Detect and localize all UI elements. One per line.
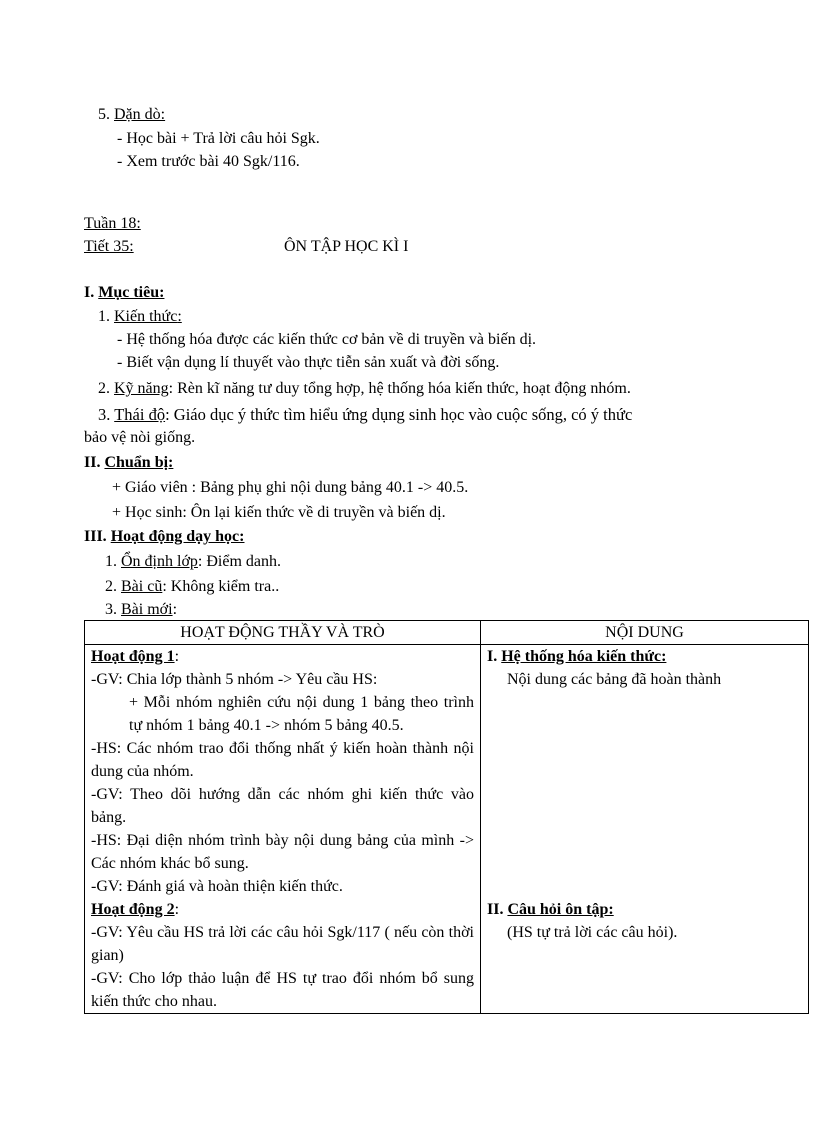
activities-number: III. xyxy=(84,528,107,545)
content1-heading xyxy=(487,645,802,668)
activity-line: -GV: Yêu cầu HS trả lời các câu hỏi Sgk/117 ( nếu còn thời gian) xyxy=(91,924,474,964)
step-label: Ổn định lớp xyxy=(121,553,198,570)
attitude-label: Thái độ xyxy=(114,405,166,424)
activity1-title: Hoạt động 1 xyxy=(91,648,175,665)
step-old-lesson xyxy=(105,575,279,598)
preparation-heading xyxy=(84,451,173,474)
header-activities: HOẠT ĐỘNG THẦY VÀ TRÒ xyxy=(85,621,481,645)
table-row xyxy=(85,645,809,1014)
preparation-number: II. xyxy=(84,454,101,471)
skills-label: Kỹ năng xyxy=(114,380,169,397)
preparation-teacher: + Giáo viên : Bảng phụ ghi nội dung bảng 40.1 -> 40.5. xyxy=(112,479,469,496)
knowledge-item: - Hệ thống hóa được các kiến thức cơ bản về di truyền và biến dị. xyxy=(117,331,537,348)
period-label: Tiết 35: xyxy=(84,238,134,255)
step-text: : Không kiểm tra.. xyxy=(162,578,280,595)
content2-heading xyxy=(487,898,802,921)
homework-item: - Học bài + Trả lời câu hỏi Sgk. xyxy=(117,130,320,147)
activity-line: -GV: Cho lớp thảo luận để HS tự trao đổi nhóm bổ sung kiến thức cho nhau. xyxy=(91,970,474,1010)
content1-number: I. xyxy=(487,648,498,665)
attitude-line xyxy=(98,403,632,426)
skills-number: 2. xyxy=(98,380,110,397)
step-number: 3. xyxy=(105,601,117,618)
knowledge-number: 1. xyxy=(98,308,110,325)
week-label: Tuần 18: xyxy=(84,215,141,232)
lesson-table xyxy=(84,620,809,1014)
step-number: 2. xyxy=(105,578,117,595)
homework-number: 5. xyxy=(98,106,110,123)
content2-title: Câu hỏi ôn tập: xyxy=(507,901,614,918)
step-label: Bài mới xyxy=(121,601,173,618)
activity-line: -GV: Theo dõi hướng dẫn các nhóm ghi kiến thức vào bảng. xyxy=(91,786,474,826)
activities-title: Hoạt động dạy học: xyxy=(110,528,245,545)
activity-line: -GV: Chia lớp thành 5 nhóm -> Yêu cầu HS: xyxy=(91,671,378,688)
activity-line: -HS: Các nhóm trao đổi thống nhất ý kiến hoàn thành nội dung của nhóm. xyxy=(91,740,474,780)
skills-text: : Rèn kĩ năng tư duy tổng hợp, hệ thống hóa kiến thức, hoạt động nhóm. xyxy=(168,380,631,397)
activity2-title: Hoạt động 2 xyxy=(91,901,175,918)
header-content: NỘI DUNG xyxy=(481,621,809,645)
step-label: Bài cũ xyxy=(121,578,163,595)
preparation-student: + Học sinh: Ôn lại kiến thức về di truyền và biến dị. xyxy=(112,504,446,521)
homework-heading xyxy=(98,103,165,126)
activities-heading xyxy=(84,525,244,548)
content2-text: (HS tự trả lời các câu hỏi). xyxy=(507,924,678,941)
content1-text: Nội dung các bảng đã hoàn thành xyxy=(507,671,722,688)
activities-cell: Hoạt động 1: -GV: Chia lớp thành 5 nhóm -> Yêu cầu HS: + Mỗi nhóm nghiên cứu nội dung 1 bảng theo trình tự nhóm 1 bảng 40.1 -> nhóm 5 bảng 40.5. -HS: Các nhóm trao đổi thống nhất ý kiến hoàn thành nội dung của nhóm. -GV: Theo dõi hướng dẫn các nhóm ghi kiến thức vào bảng. -HS: Đại diện nhóm trình bày nội dung bảng của mình -> Các nhóm khác bổ sung. -GV: Đánh giá và hoàn thiện kiến thức. Hoạt động 2: -GV: Yêu cầu HS trả lời các câu hỏi Sgk/117 ( nếu còn thời gian) -GV: Cho lớp thảo luận để HS tự trao đổi nhóm bổ sung kiến thức cho nhau. xyxy=(85,645,481,1014)
attitude-continuation: bảo vệ nòi giống. xyxy=(84,429,196,446)
knowledge-colon: : xyxy=(177,308,182,325)
activity-line: + Mỗi nhóm nghiên cứu nội dung 1 bảng theo trình tự nhóm 1 bảng 40.1 -> nhóm 5 bảng 40.5. xyxy=(129,694,474,734)
knowledge-label: Kiến thức xyxy=(114,308,178,325)
step-text: : xyxy=(172,601,178,618)
knowledge-heading xyxy=(98,305,182,328)
objectives-number: I. xyxy=(84,284,95,301)
activity-line: -HS: Đại diện nhóm trình bày nội dung bảng của mình -> Các nhóm khác bổ sung. xyxy=(91,832,474,872)
homework-item: - Xem trước bài 40 Sgk/116. xyxy=(117,153,300,170)
step-new-lesson xyxy=(105,598,177,621)
attitude-number: 3. xyxy=(98,405,111,424)
table-header-row xyxy=(85,621,809,645)
step-text: : Điểm danh. xyxy=(197,553,281,570)
homework-title: Dặn dò: xyxy=(114,106,166,123)
lesson-title: ÔN TẬP HỌC KÌ I xyxy=(284,238,409,255)
preparation-title: Chuẩn bị: xyxy=(104,454,174,471)
objectives-heading xyxy=(84,281,164,304)
step-number: 1. xyxy=(105,553,117,570)
knowledge-item: - Biết vận dụng lí thuyết vào thực tiễn sản xuất và đời sống. xyxy=(117,354,500,371)
skills-line xyxy=(98,377,631,400)
content2-number: II. xyxy=(487,901,504,918)
content1-title: Hệ thống hóa kiến thức: xyxy=(501,648,667,665)
activity-line: -GV: Đánh giá và hoàn thiện kiến thức. xyxy=(91,878,343,895)
objectives-title: Mục tiêu: xyxy=(98,284,165,301)
attitude-text: : Giáo dục ý thức tìm hiểu ứng dụng sinh học vào cuộc sống, có ý thức xyxy=(165,405,633,424)
content-cell xyxy=(481,645,809,1014)
step-stabilize xyxy=(105,550,281,573)
